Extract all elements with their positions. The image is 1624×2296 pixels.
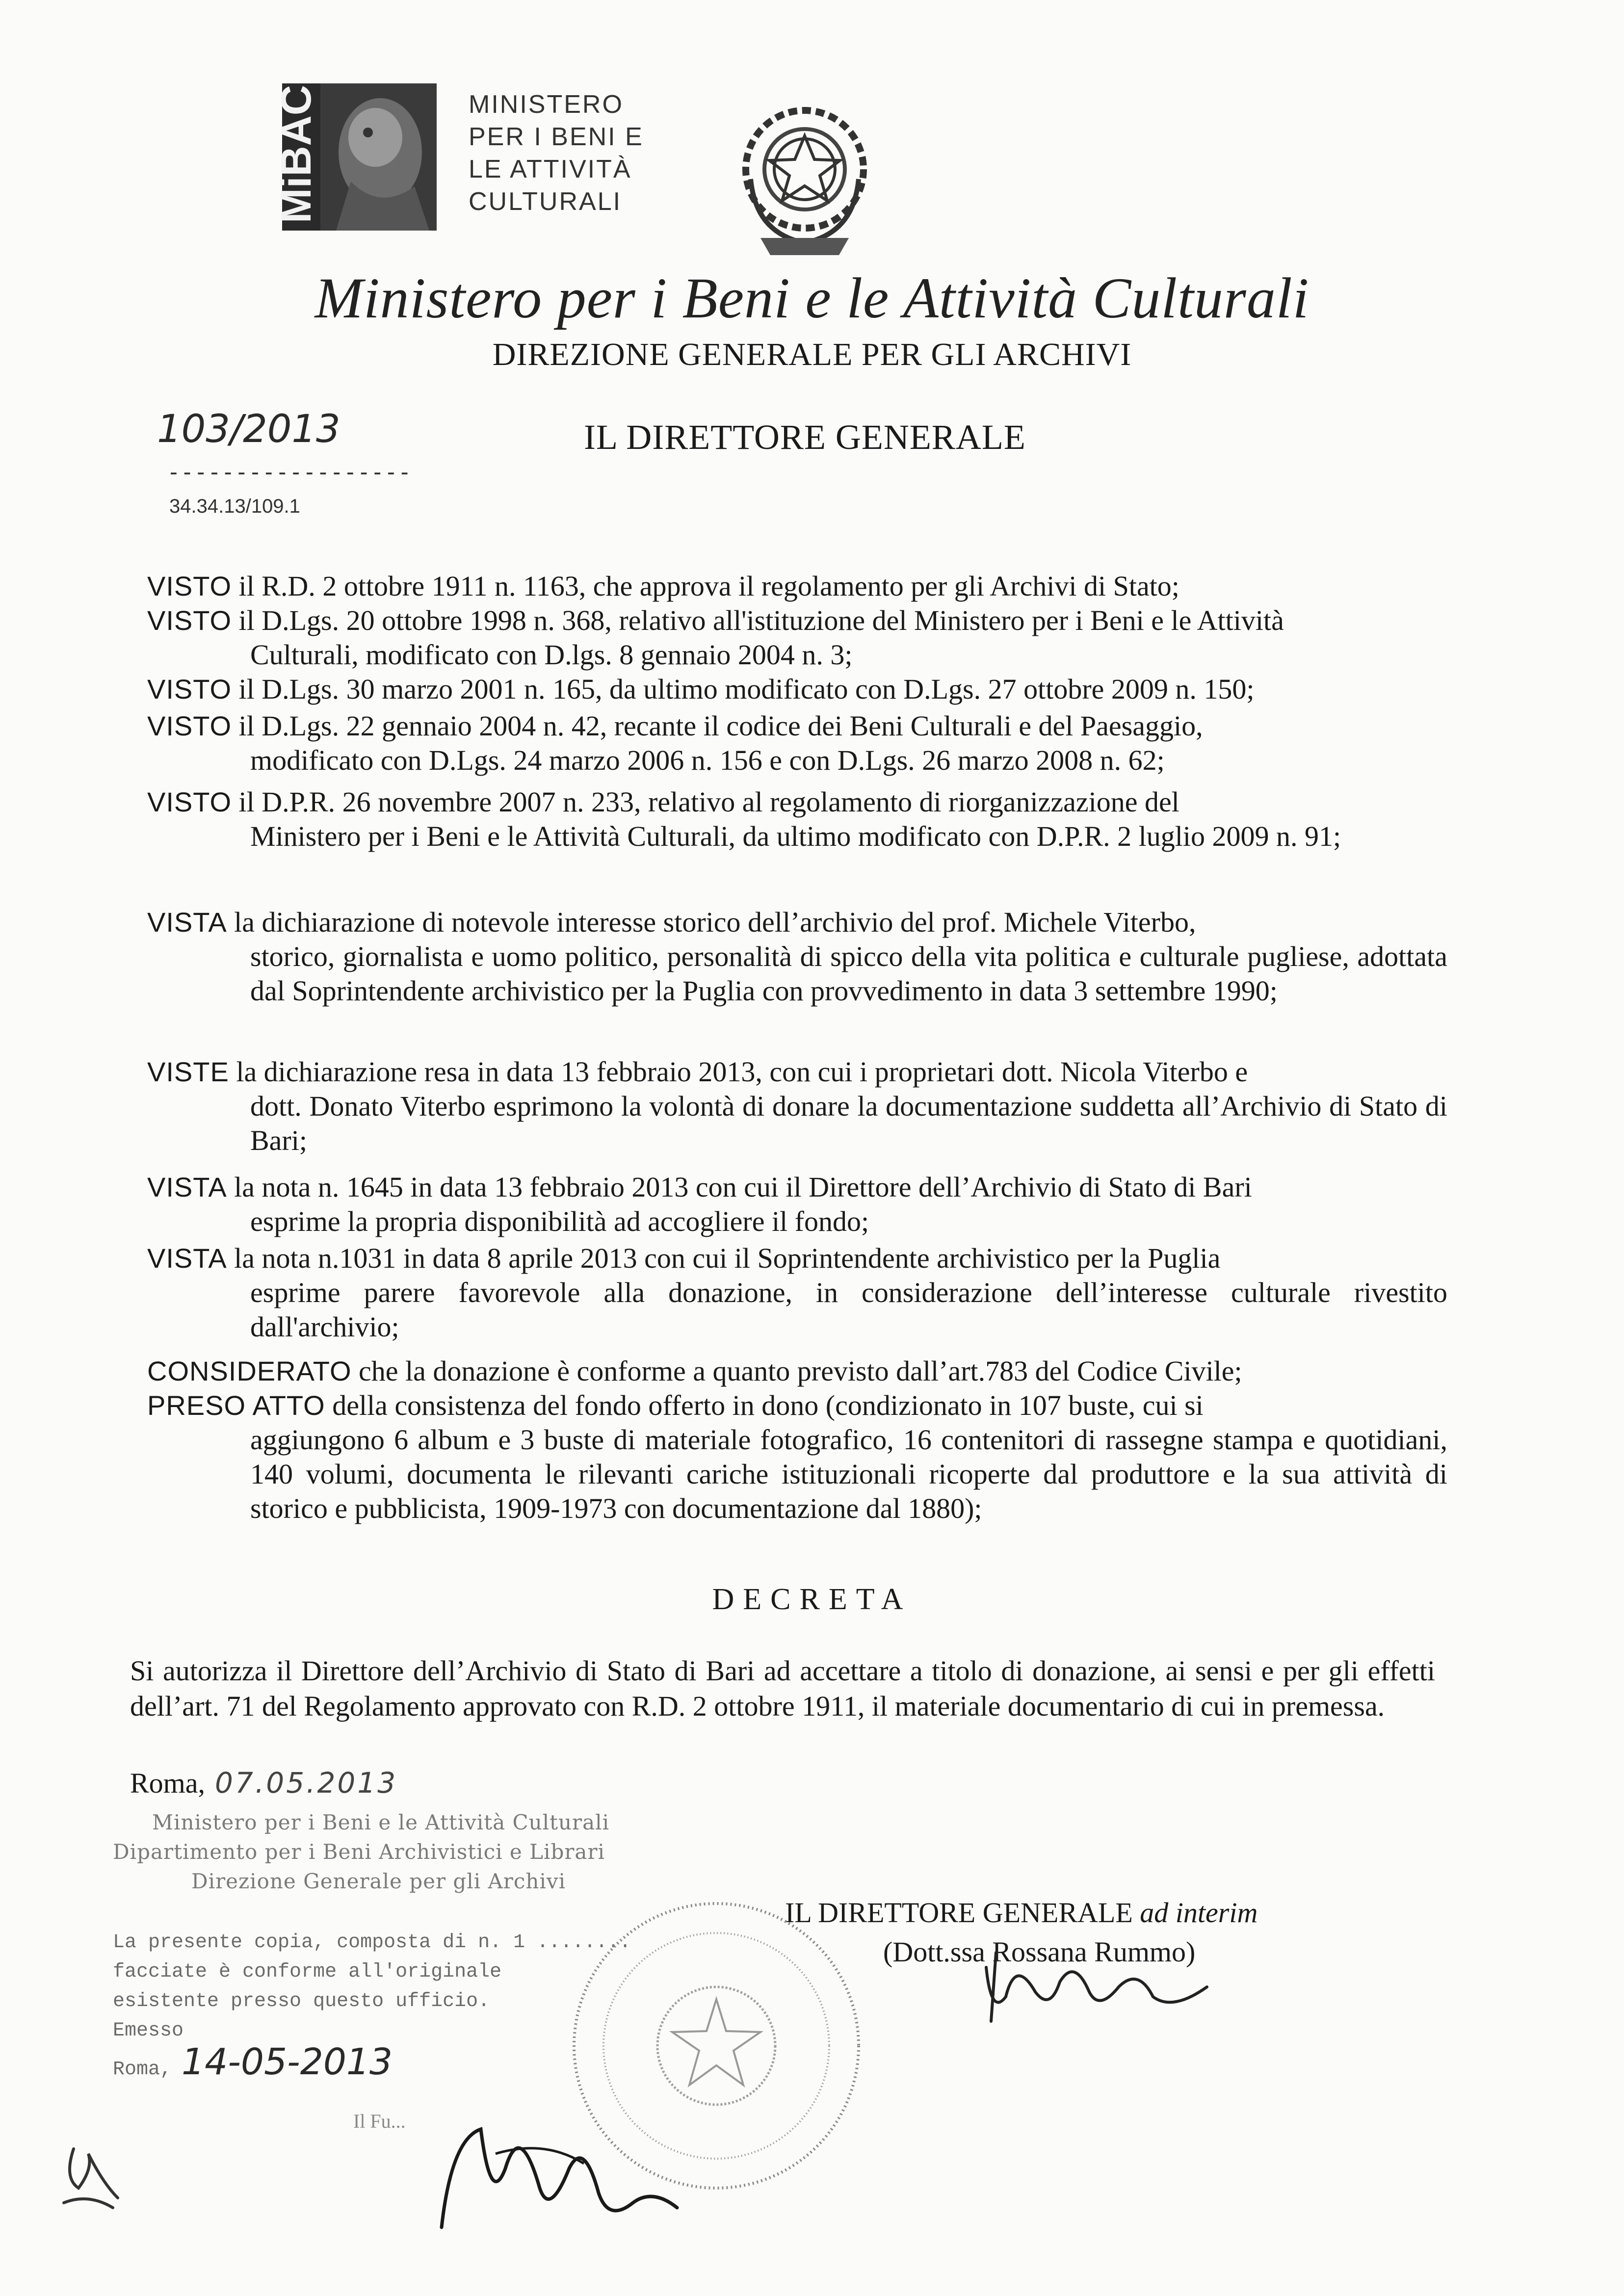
premise-keyword: CONSIDERATO <box>147 1356 352 1386</box>
premise-continuation: Culturali, modificato con D.lgs. 8 gennaio 2004 n. 3; <box>250 639 853 671</box>
premise-text: la nota n.1031 in data 8 aprile 2013 con cui il Soprintendente archivistico per la Puglia <box>227 1242 1221 1274</box>
signatory-name: (Dott.ssa Rossana Rummo) <box>883 1936 1196 1968</box>
logo-line: CULTURALI <box>469 187 622 216</box>
premise-item <box>147 709 1447 778</box>
copy-note-line: esistente presso questo ufficio. <box>113 1990 490 2012</box>
premise-item <box>147 1354 1447 1388</box>
premise-continuation: modificato con D.Lgs. 24 marzo 2006 n. 156 e con D.Lgs. 26 marzo 2008 n. 62; <box>250 744 1165 776</box>
premise-text: la dichiarazione di notevole interesse storico dell’archivio del prof. Michele Viterbo, <box>227 906 1196 938</box>
stamp-line: Dipartimento per i Beni Archivistici e Librari <box>113 1840 605 1864</box>
protocol-number: 103/2013 <box>157 407 341 451</box>
signatory-role: IL DIRETTORE GENERALE <box>785 1897 1133 1929</box>
directorate-heading: DIREZIONE GENERALE PER GLI ARCHIVI <box>492 337 1132 372</box>
logo-line: MINISTERO <box>469 90 624 119</box>
copy-conformity-note <box>113 1928 631 2046</box>
premise-text: la dichiarazione resa in data 13 febbraio 2013, con cui i proprietari dott. Nicola Viterbo e <box>229 1056 1248 1088</box>
ministry-title: Ministero per i Beni e le Attività Culturali <box>314 266 1310 330</box>
premise-text: il D.P.R. 26 novembre 2007 n. 233, relativo al regolamento di riorganizzazione del <box>232 786 1179 818</box>
premise-keyword: VISTO <box>147 674 232 704</box>
premise-text: che la donazione è conforme a quanto previsto dall’art.783 del Codice Civile; <box>351 1355 1242 1387</box>
protocol-underline: ------------------ <box>167 459 412 485</box>
stamp-line: Direzione Generale per gli Archivi <box>191 1869 566 1893</box>
premise-continuation: esprime la propria disponibilità ad accogliere il fondo; <box>250 1205 869 1237</box>
logo-abbrev: MiBAC <box>273 85 320 223</box>
premise-keyword: VISTO <box>147 571 232 601</box>
mibac-logo <box>273 83 437 231</box>
handwritten-signature <box>976 1938 1231 2026</box>
place-date <box>130 1766 397 1800</box>
logo-line: PER I BENI E <box>469 123 644 151</box>
copy-note-line: facciate è conforme all'originale <box>113 1961 502 1983</box>
premise-text: il D.Lgs. 22 gennaio 2004 n. 42, recante il codice dei Beni Culturali e del Paesaggio, <box>232 710 1203 742</box>
copy-note-line: Emesso <box>113 2020 184 2042</box>
handwritten-date: 07.05.2013 <box>215 1766 398 1800</box>
premise-item <box>147 1055 1447 1158</box>
decree-heading: DECRETA <box>712 1583 912 1616</box>
premise-keyword: VISTO <box>147 605 232 636</box>
premise-continuation: aggiungono 6 album e 3 buste di materiale fotografico, 16 contenitori di rassegne stampa e quotidiani, 140 volumi, documenta le rilevanti cariche istituzionali ricoperte dal produttore e la sua attività di storico e pubblicista, 1909-1973 con documentazione dal 1880); <box>250 1424 1447 1524</box>
premise-item <box>147 603 1447 672</box>
premise-item <box>147 905 1447 1008</box>
signatory-title <box>785 1896 1257 1929</box>
premise-keyword: PRESO ATTO <box>147 1390 325 1421</box>
italian-republic-emblem-icon <box>731 96 878 262</box>
premise-continuation: dott. Donato Viterbo esprimono la volontà di donare la documentazione suddetta all’Archivio di Stato di Bari; <box>250 1090 1447 1156</box>
premise-keyword: VISTA <box>147 907 227 938</box>
premise-text: della consistenza del fondo offerto in dono (condizionato in 107 buste, cui si <box>325 1389 1204 1421</box>
place: Roma, <box>130 1767 206 1799</box>
premise-item <box>147 1241 1447 1344</box>
logo-wordmark <box>469 88 644 218</box>
premise-continuation: esprime parere favorevole alla donazione, in considerazione dell’interesse culturale rivestito dall'archivio; <box>250 1277 1447 1343</box>
director-heading: IL DIRETTORE GENERALE <box>584 417 1026 457</box>
classification-code: 34.34.13/109.1 <box>169 496 300 517</box>
stamp-line: Ministero per i Beni e le Attività Culturali <box>152 1810 610 1834</box>
premise-keyword: VISTE <box>147 1056 229 1087</box>
premise-keyword: VISTO <box>147 786 232 817</box>
premise-text: il R.D. 2 ottobre 1911 n. 1163, che approva il regolamento per gli Archivi di Stato; <box>232 570 1179 602</box>
premise-continuation: Ministero per i Beni e le Attività Culturali, da ultimo modificato con D.P.R. 2 luglio 2009 n. 91; <box>250 820 1341 852</box>
signatory-role-suffix: ad interim <box>1140 1897 1258 1929</box>
premise-text: il D.Lgs. 30 marzo 2001 n. 165, da ultimo modificato con D.Lgs. 27 ottobre 2009 n. 150; <box>232 673 1255 705</box>
premise-continuation: storico, giornalista e uomo politico, personalità di spicco della vita politica e culturale pugliese, adottata dal Soprintendente archivistico per la Puglia con provvedimento in data 3 settembre 1990; <box>250 940 1447 1007</box>
logo-line: LE ATTIVITÀ <box>469 155 632 183</box>
premise-item <box>147 785 1447 854</box>
copy-note-line: La presente copia, composta di n. 1 ........ <box>113 1931 631 1954</box>
handwritten-signature <box>422 2110 687 2237</box>
premise-item <box>147 1170 1447 1239</box>
premise-item <box>147 569 1447 603</box>
premise-item <box>147 1388 1447 1526</box>
handwritten-initial-mark <box>54 2139 132 2213</box>
premise-keyword: VISTA <box>147 1172 227 1202</box>
stamp-fragment-text: Il Fu... <box>353 2110 406 2132</box>
copy-place: Roma, <box>113 2059 172 2081</box>
premise-text: il D.Lgs. 20 ottobre 1998 n. 368, relativo all'istituzione del Ministero per i Beni e le Attività <box>232 604 1284 636</box>
premise-keyword: VISTA <box>147 1243 227 1274</box>
decree-body: Si autorizza il Direttore dell’Archivio di Stato di Bari ad accettare a titolo di donazione, ai sensi e per gli effetti dell’art. 71 del Regolamento approvato con R.D. 2 ottobre 1911, il materiale documentario di cui in premessa. <box>130 1655 1435 1722</box>
premise-item <box>147 672 1447 706</box>
handwritten-copy-date: 14-05-2013 <box>182 2041 393 2083</box>
premise-text: la nota n. 1645 in data 13 febbraio 2013 con cui il Direttore dell’Archivio di Stato di Bari <box>227 1171 1252 1203</box>
premise-keyword: VISTO <box>147 710 232 741</box>
copy-date-line <box>113 2041 393 2083</box>
